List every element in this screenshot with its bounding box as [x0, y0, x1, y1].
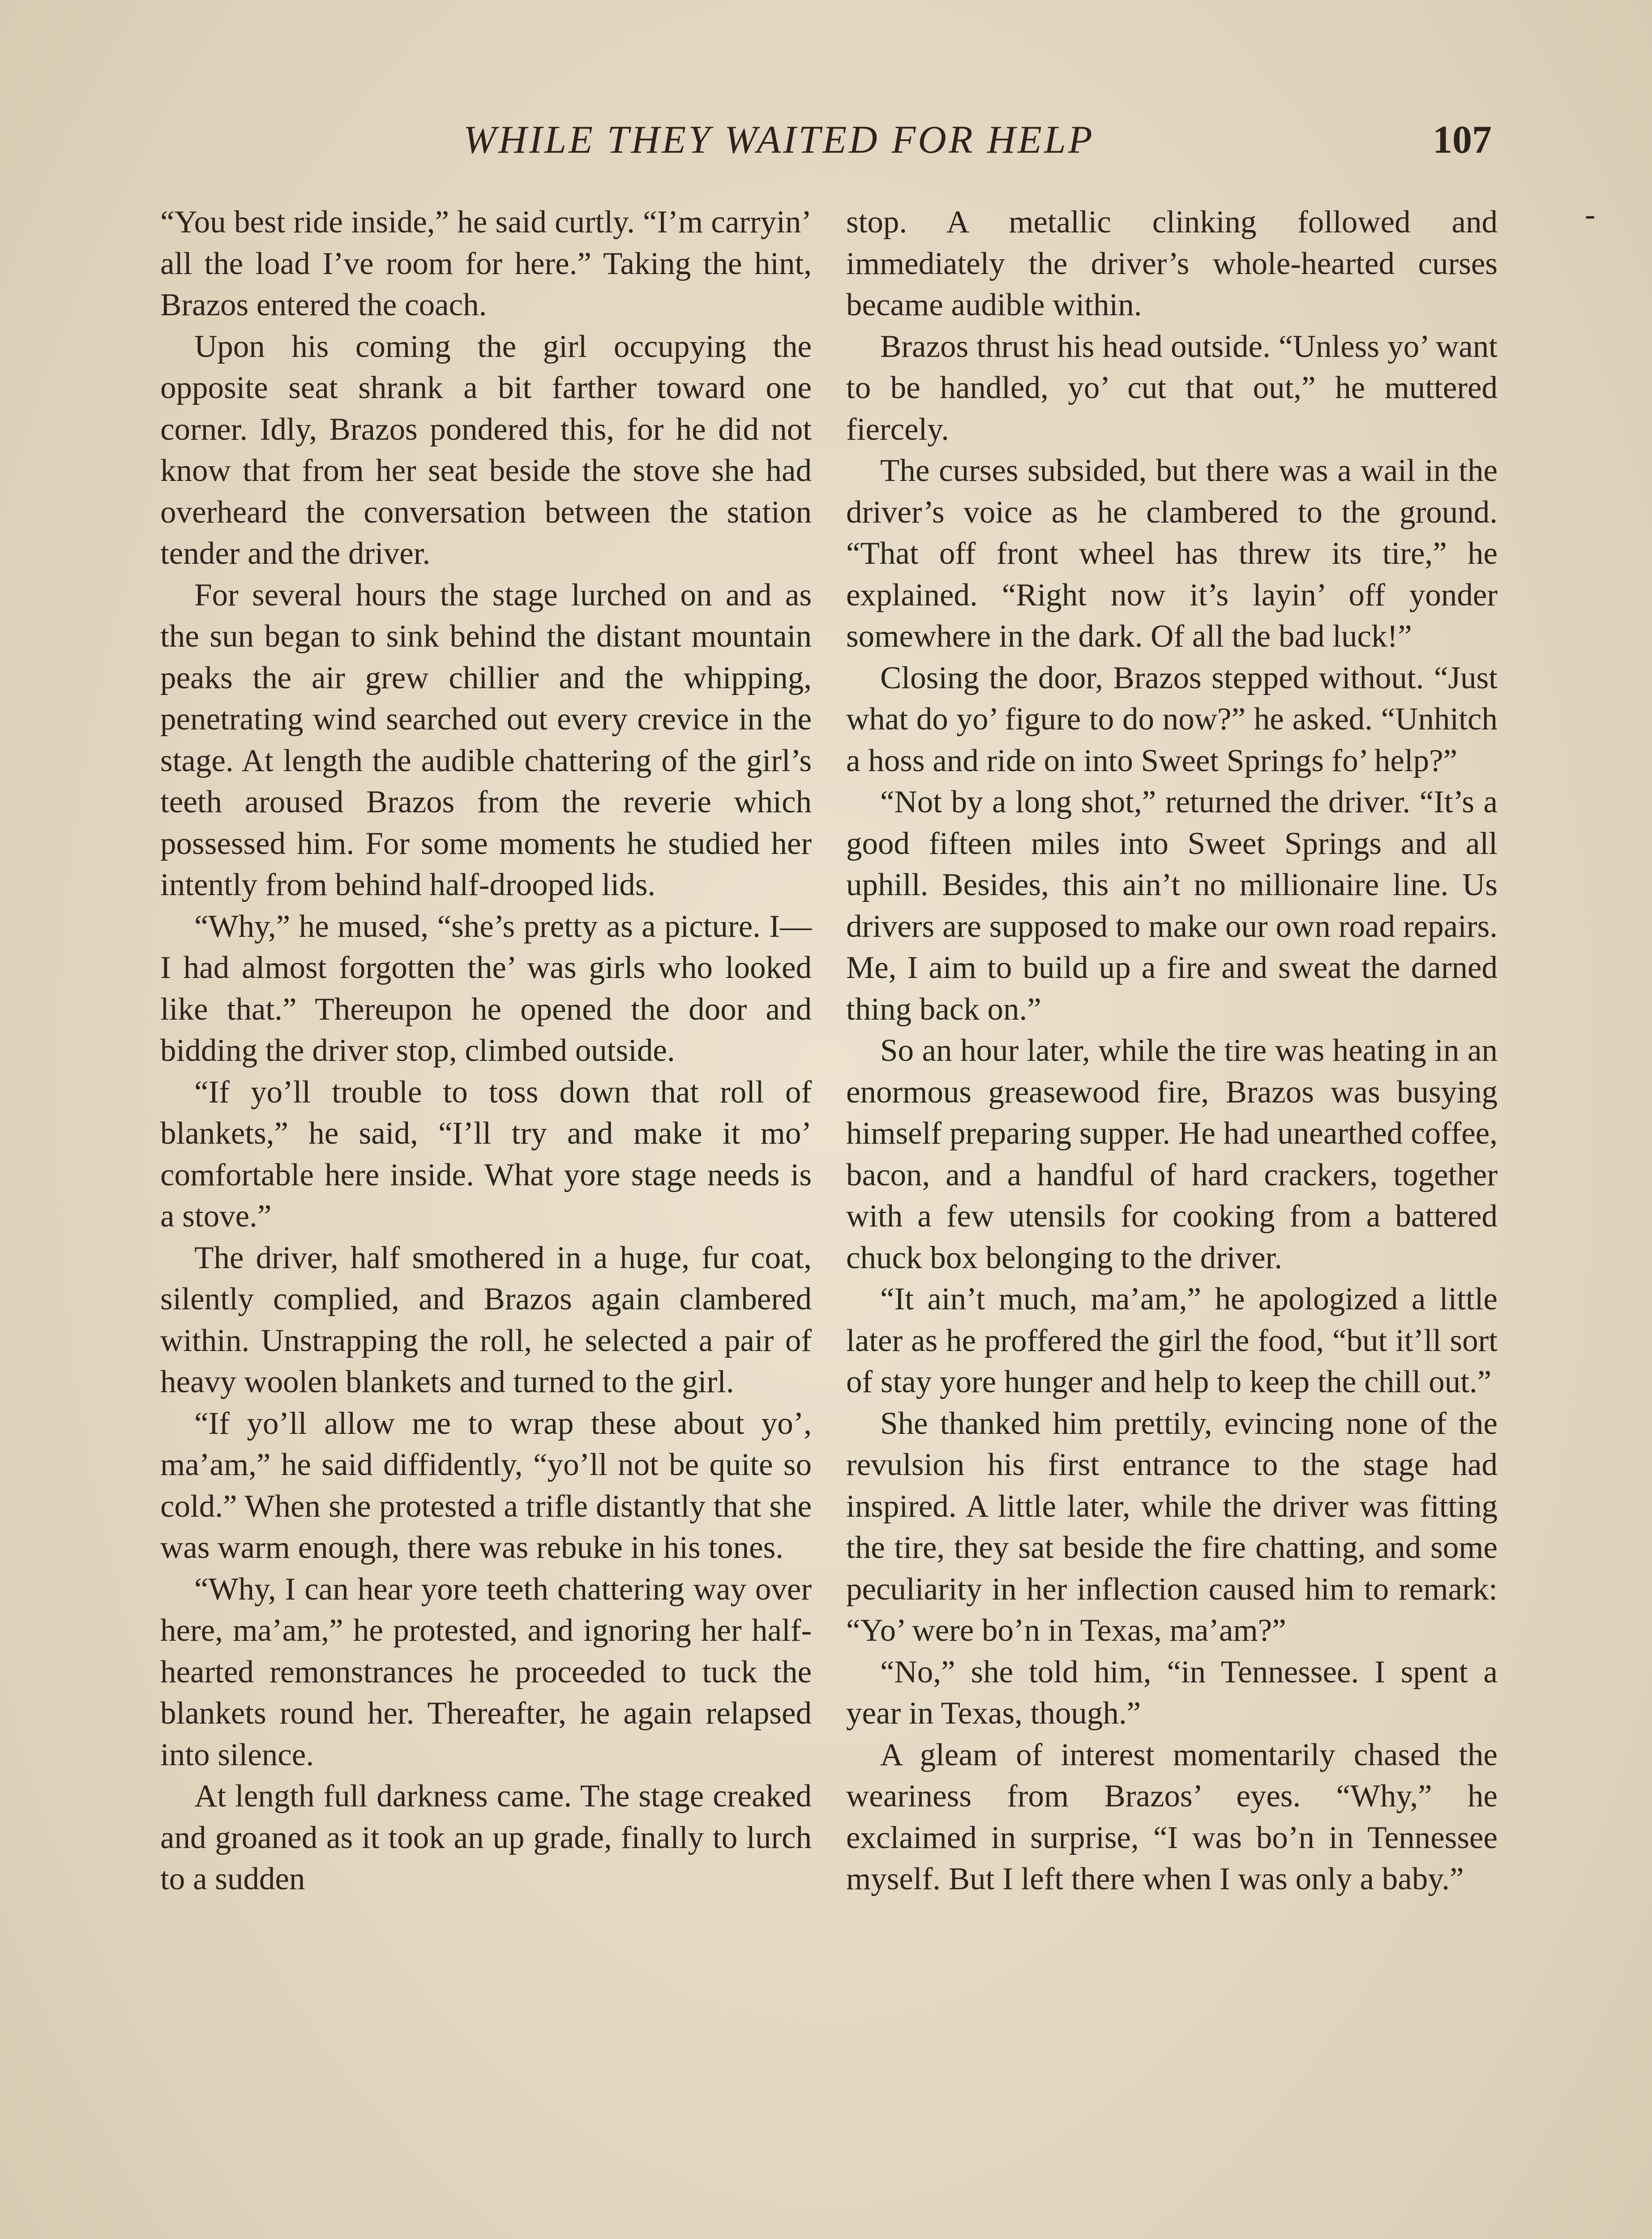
left-column: [160, 202, 812, 1900]
paragraph: She thanked him prettily, evincing none of the revulsion his first entrance to the stage had inspired. A little later, while the driver was fitting the tire, they sat beside the fire chatting, and some peculiarity in her inflection caused him to remark: “Yo’ were bo’n in Texas, ma’am?”: [846, 1406, 1498, 1648]
paragraph: “Why,” he mused, “she’s pretty as a picture. I—I had almost forgotten the’ was girls who looked like that.” Thereupon he opened the door and bidding the driver stop, climbed outside.: [160, 909, 812, 1068]
paragraph: Brazos thrust his head outside. “Unless yo’ want to be handled, yo’ cut that out,” he muttered fiercely.: [846, 329, 1498, 447]
running-title: WHILE THEY WAITED FOR HELP: [463, 118, 1095, 162]
paragraph: The curses subsided, but there was a wail in the driver’s voice as he clambered to the ground. “That off front wheel has threw its tire,” he explained. “Right now it’s layin’ off yonder somewhere in the dark. Of all the bad luck!”: [846, 453, 1498, 654]
paragraph: A gleam of interest momentarily chased the weariness from Brazos’ eyes. “Why,” he exclaimed in surprise, “I was bo’n in Tennessee myself. But I left there when I was only a baby.”: [846, 1737, 1498, 1896]
paragraph: Closing the door, Brazos stepped without. “Just what do yo’ figure to do now?” he asked. “Unhitch a hoss and ride on into Sweet Springs fo’ help?”: [846, 660, 1498, 778]
paragraph: “You best ride inside,” he said curtly. “I’m carryin’ all the load I’ve room for here.” Taking the hint, Brazos entered the coach.: [160, 205, 812, 322]
paragraph: “Not by a long shot,” returned the driver. “It’s a good fifteen miles into Sweet Springs and all uphill. Besides, this ain’t no millionaire line. Us drivers are supposed to make our own road repairs. Me, I aim to build up a fire and sweat the darned thing back on.”: [846, 785, 1498, 1027]
paragraph: For several hours the stage lurched on and as the sun began to sink behind the distant mountain peaks the air grew chillier and the whipping, penetrating wind searched out every crevice in the stage. At length the audible chattering of the girl’s teeth aroused Brazos from the reverie which possessed him. For some moments he studied her intently from behind half-drooped lids.: [160, 577, 812, 902]
paragraph: “It ain’t much, ma’am,” he apologized a little later as he proffered the girl the food, “but it’ll sort of stay yore hunger and help to keep the chill out.”: [846, 1282, 1498, 1399]
paragraph: “If yo’ll trouble to toss down that roll of blankets,” he said, “I’ll try and make it mo’ comfortable here inside. What yore stage needs is a stove.”: [160, 1074, 812, 1234]
right-column: [846, 202, 1498, 1900]
paragraph: The driver, half smothered in a huge, fur coat, silently complied, and Brazos again clambered within. Unstrapping the roll, he selected a pair of heavy woolen blankets and turned to the girl.: [160, 1240, 812, 1399]
paragraph: At length full darkness came. The stage creaked and groaned as it took an up grade, finally to lurch to a sudden: [160, 1779, 812, 1896]
paragraph: So an hour later, while the tire was heating in an enormous greasewood fire, Brazos was busying himself preparing supper. He had unearthed coffee, bacon, and a handful of hard crackers, together with a few utensils for cooking from a battered chuck box belonging to the driver.: [846, 1033, 1498, 1275]
paragraph: stop. A metallic clinking followed and immediately the driver’s whole-hearted curses became audible within.: [846, 205, 1498, 322]
paragraph: Upon his coming the girl occupying the opposite seat shrank a bit farther toward one corner. Idly, Brazos pondered this, for he did not know that from her seat beside the stove she had overheard the conversation between the station tender and the driver.: [160, 329, 812, 571]
paragraph: “No,” she told him, “in Tennessee. I spent a year in Texas, though.”: [846, 1654, 1498, 1731]
paragraph: “Why, I can hear yore teeth chattering way over here, ma’am,” he protested, and ignoring her half-hearted remonstrances he proceeded to tuck the blankets round her. Thereafter, he again relapsed into silence.: [160, 1571, 812, 1772]
margin-mark: -: [1585, 197, 1596, 232]
paragraph: “If yo’ll allow me to wrap these about yo’, ma’am,” he said diffidently, “yo’ll not be quite so cold.” When she protested a trifle distantly that she was warm enough, there was rebuke in his tones.: [160, 1406, 812, 1565]
page-number: 107: [1433, 118, 1492, 162]
